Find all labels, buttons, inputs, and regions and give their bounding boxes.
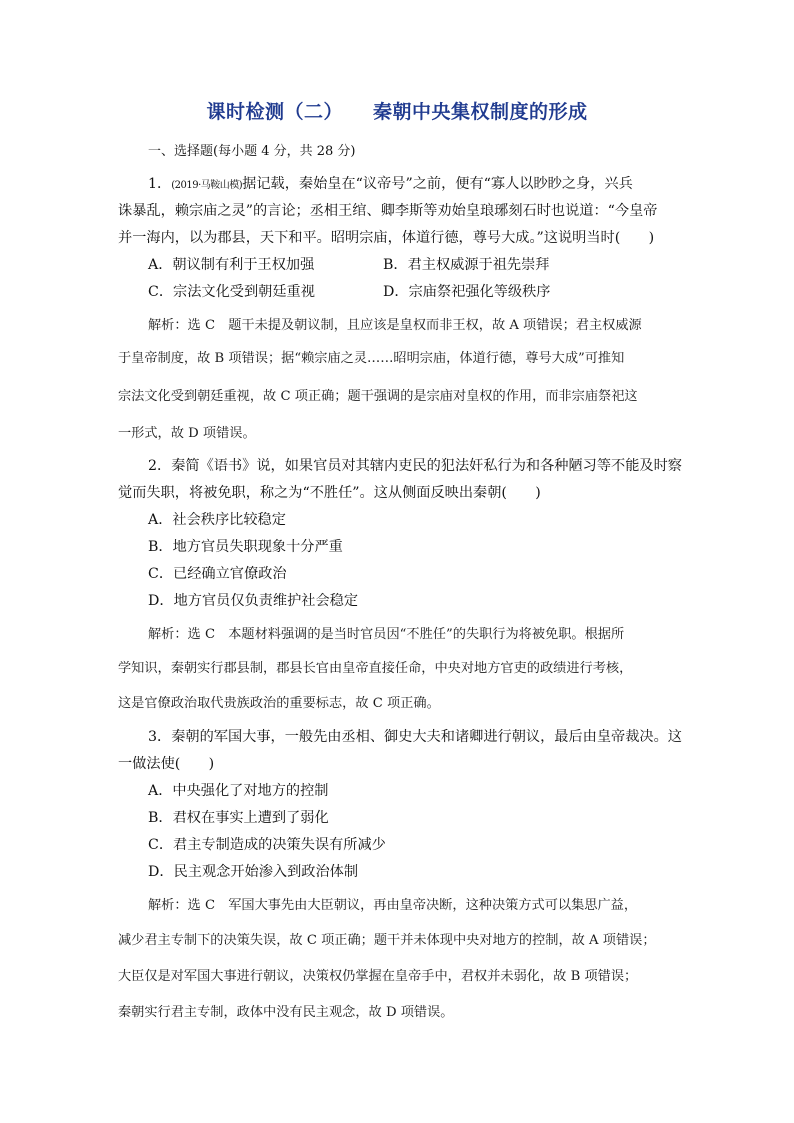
q1-option-a: A．朝议制有利于王权加强 — [148, 257, 315, 273]
q2-option-d: D．地方官员仅负责维护社会稳定 — [148, 593, 359, 609]
q3-line-2: 一做法使( ) — [118, 756, 215, 772]
q1-option-b: B．君主权威源于祖先崇拜 — [383, 257, 550, 273]
q1-line-2: 诛暴乱，赖宗庙之灵”的言论；丞相王绾、卿李斯等劝始皇琅琊刻石时也说道：“今皇帝 — [118, 203, 658, 219]
q2-analysis-2: 学知识，秦朝实行郡县制，郡县长官由皇帝直接任命，中央对地方官吏的政绩进行考核， — [118, 661, 633, 676]
q1-line-3: 并一海内，以为郡县，天下和平。昭明宗庙，体道行德，尊号大成。”这说明当时( ) — [118, 230, 655, 246]
q2-option-a: A．社会秩序比较稳定 — [148, 512, 286, 528]
q1-analysis-3: 宗法文化受到朝廷重视，故 C 项正确；题干强调的是宗庙对皇权的作用，而非宗庙祭祀这 — [118, 389, 638, 404]
q2-option-b: B．地方官员失职现象十分严重 — [148, 539, 343, 555]
q2-line-2: 觉而失职，将被免职，称之为“不胜任”。这从侧面反映出秦朝( ) — [118, 485, 541, 501]
q3-option-a: A．中央强化了对地方的控制 — [148, 783, 329, 799]
page-title — [0, 97, 794, 124]
q3-analysis-3: 大臣仅是对军国大事进行朝议，决策权仍掌握在皇帝手中，君权并未弱化，故 B 项错误； — [118, 969, 638, 984]
q3-analysis-2: 减少君主专制下的决策失误，故 C 项正确；题干并未体现中央对地方的控制，故 A 项错误； — [118, 933, 656, 948]
q1-analysis-1: 解析：选 C 题干未提及朝议制，且应该是皇权而非王权，故 A 项错误；君主权威源 — [148, 318, 642, 333]
title-topic: 秦朝中央集权制度的形成 — [373, 101, 588, 123]
q2-line-1: 2．秦简《语书》说，如果官员对其辖内吏民的犯法奸私行为和各种陋习等不能及时察 — [148, 458, 682, 474]
q3-option-d: D．民主观念开始渗入到政治体制 — [148, 864, 359, 880]
q1-option-d: D．宗庙祭祀强化等级秩序 — [383, 284, 551, 300]
q3-analysis-4: 秦朝实行君主专制，政体中没有民主观念，故 D 项错误。 — [118, 1005, 454, 1020]
q2-analysis-3: 这是官僚政治取代贵族政治的重要标志，故 C 项正确。 — [118, 696, 440, 711]
q1-line-1: 1．(2019·马鞍山模)据记载，秦始皇在“议帝号”之前，便有“寡人以眇眇之身，兴兵 — [148, 176, 633, 192]
q2-analysis-1: 解析：选 C 本题材料强调的是当时官员因“不胜任”的失职行为将被免职。根据所 — [148, 627, 625, 642]
q1-analysis-4: 一形式，故 D 项错误。 — [118, 426, 256, 441]
title-lesson: 课时检测（二） — [206, 101, 343, 123]
q1-source: (2019·马鞍山模) — [171, 180, 243, 191]
q3-option-b: B．君权在事实上遭到了弱化 — [148, 810, 329, 826]
q3-line-1: 3．秦朝的军国大事，一般先由丞相、御史大夫和诸卿进行朝议，最后由皇帝裁决。这 — [148, 729, 682, 745]
q2-option-c: C．已经确立官僚政治 — [148, 566, 287, 582]
section-heading: 一、选择题(每小题 4 分，共 28 分) — [148, 144, 356, 159]
q1-analysis-2: 于皇帝制度，故 B 项错误；据“赖宗庙之灵……昭明宗庙，体道行德，尊号大成”可推知 — [118, 351, 625, 366]
q1-option-c: C．宗法文化受到朝廷重视 — [148, 284, 315, 300]
q3-analysis-1: 解析：选 C 军国大事先由大臣朝议，再由皇帝决断，这种决策方式可以集思广益， — [148, 898, 638, 913]
q3-option-c: C．君主专制造成的决策失误有所减少 — [148, 837, 386, 853]
